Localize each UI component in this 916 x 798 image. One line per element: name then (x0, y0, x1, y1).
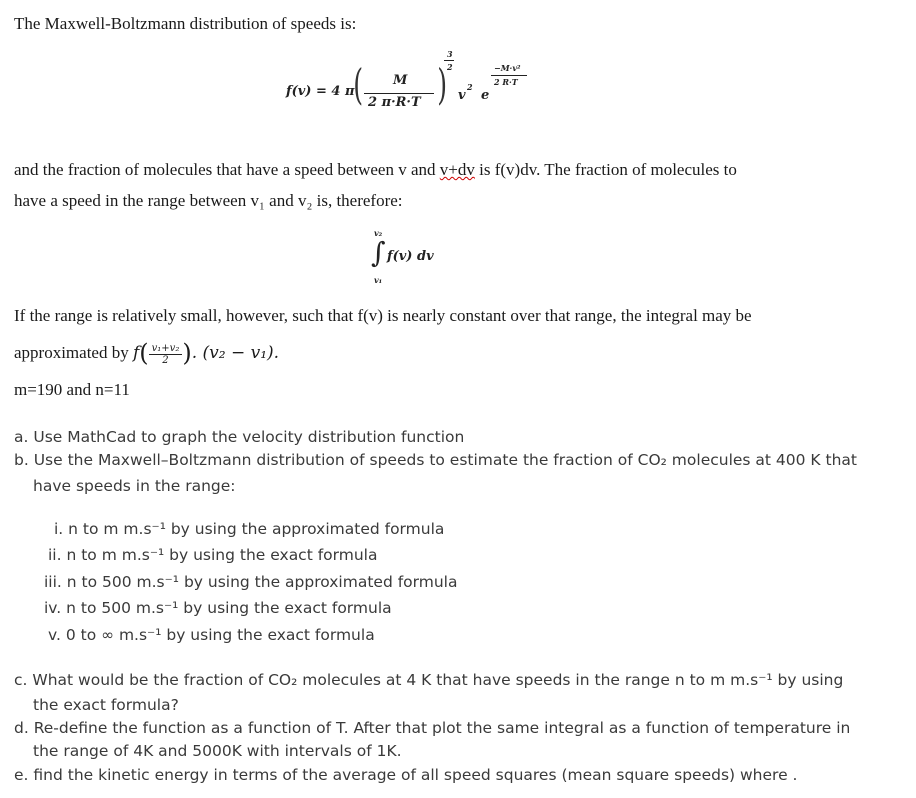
approx-f: f (132, 343, 140, 363)
approx-frac-num: v₁+v₂ (151, 342, 180, 354)
formula-power-num: 3 (447, 49, 453, 59)
question-b-iii: iii. n to 500 m.s⁻¹ by using the approximated formula (44, 573, 458, 591)
formula-exp-den: 2 R·T (494, 77, 518, 87)
formula-exp-bar (491, 75, 527, 76)
formula-frac-num: M (393, 73, 408, 88)
integral-lower-limit: v₁ (374, 275, 383, 285)
para1-line1 (14, 160, 737, 180)
formula-e: e (481, 88, 490, 103)
formula-frac-den: 2 π·R·T (368, 95, 421, 110)
integral-upper-limit: v₂ (374, 228, 383, 238)
params-text: m=190 and n=11 (14, 380, 130, 399)
approx-post: . (v₂ − v₁). (191, 343, 280, 363)
question-b-iv: iv. n to 500 m.s⁻¹ by using the exact formula (44, 599, 392, 617)
approx-frac-den: 2 (149, 354, 183, 366)
para2-line2 (14, 339, 279, 367)
integral-sign: ∫ (371, 236, 386, 269)
formula-power-den: 2 (447, 62, 453, 72)
para2-approx-text: approximated by (14, 343, 129, 362)
question-a: a. Use MathCad to graph the velocity distribution function (14, 428, 465, 446)
approx-left-paren: ( (139, 339, 149, 367)
question-b-v: v. 0 to ∞ m.s⁻¹ by using the exact formula (48, 626, 375, 644)
para1-line1-post: is f(v)dv. The fraction of molecules to (474, 160, 737, 179)
question-b-line1: b. Use the Maxwell–Boltzmann distribution of speeds to estimate the fraction of CO₂ molecules at 400 K that (14, 451, 858, 469)
formula-frac-bar (364, 93, 434, 94)
question-d-line2: the range of 4K and 5000K with intervals of 1K. (33, 742, 402, 760)
formula-v: v (458, 88, 466, 103)
formula-exp-num: −M·v² (494, 63, 521, 73)
left-paren: ( (353, 60, 364, 109)
question-d-line1: d. Re-define the function as a function of T. After that plot the same integral as a function of temperature in (14, 719, 851, 737)
approx-fraction (149, 343, 183, 366)
question-b-line2: have speeds in the range: (33, 477, 236, 495)
para2-line1: If the range is relatively small, however, such that f(v) is nearly constant over that range, the integral may be (14, 306, 752, 325)
question-b-i: i. n to m m.s⁻¹ by using the approximated formula (54, 520, 445, 538)
right-paren: ) (437, 60, 448, 109)
para1-line1-vdv: v+dv (439, 160, 475, 179)
formula-lhs: f(v) = 4 π (286, 84, 355, 99)
intro-text: The Maxwell-Boltzmann distribution of speeds is: (14, 14, 357, 33)
integral-body: f(v) dv (387, 249, 434, 264)
formula-v-exp: 2 (467, 82, 473, 92)
question-e: e. find the kinetic energy in terms of the average of all speed squares (mean square speeds) where . (14, 766, 798, 784)
approx-right-paren: ) (182, 339, 192, 367)
question-c-line1: c. What would be the fraction of CO₂ molecules at 4 K that have speeds in the range n to m m.s⁻¹ by using (14, 671, 844, 689)
question-b-ii: ii. n to m m.s⁻¹ by using the exact formula (48, 546, 378, 564)
para1-line2: have a speed in the range between v₁ and v₂ is, therefore: (14, 191, 403, 210)
formula-power-bar (444, 60, 454, 61)
para1-line1-pre: and the fraction of molecules that have a speed between v and (14, 160, 440, 179)
question-c-line2: the exact formula? (33, 696, 179, 714)
